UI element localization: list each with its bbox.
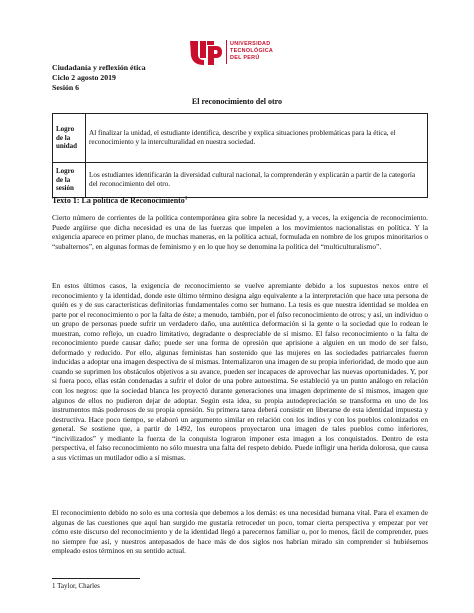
italic-term: falso: [276, 309, 292, 319]
utp-logo-icon: [188, 38, 224, 66]
section-heading: [52, 196, 187, 205]
footnote: 1 Taylor, Charles: [52, 582, 100, 590]
cycle-info: Ciclo 2 agosto 2019: [52, 73, 116, 82]
paragraph: El reconocimiento debido no solo es una cortesía que debemos a los demás: es una necesidad humana vital. Para el examen de algunas de las cuestiones que aquí han surgido me gustaría retroceder un poco, tomar cierta perspectiva y empezar por ver cómo este discurso del reconocimiento y de la identidad llegó a parecernos familiar o, por lo menos, fácil de comprender, pues no siempre fue así, y nuestros antepasados de hace más de dos siglos nos habrían mirado sin comprender si hubiésemos empleado estos términos en su sentido actual.: [52, 508, 428, 556]
session-info: Sesión 6: [52, 83, 80, 92]
learning-outcomes-table: [52, 113, 428, 198]
paragraph-text: reconocimiento de otros; y así, un individuo o un grupo de personas puede sufrir un verdadero daño, una auténtica deformación si la gente o la sociedad que lo rodean le muestran, como reflejo, un cuadro limitativo, degradante o despreciable de sí mismo. El falso reconocimiento o la falta de reconocimiento puede causar daño; puede ser una forma de opresión que aprisione a alguien en un modo de ser falso, deformado y reducido. Por ello, algunas feministas han sostenido que las mujeres en las sociedades patriarcales fueron inducidas a adoptar una imagen despectiva de sí mismas. Internalizaron una imagen de su propia inferioridad, de modo que aun cuando se suprimen los obstáculos objetivos a su avance, pueden ser incapaces de aprovechar las nuevas oportunidades. Y, por si fuera poco, ellas están condenadas a sufrir el dolor de una pobre autoestima. Se estableció ya un punto análogo en relación con los negros: que la sociedad blanca les proyectó durante generaciones una imagen deprimente de sí mismos, imagen que algunos de ellos no pudieron dejar de adoptar. Según esta idea, su propia autodepreciación se transforma en uno de los instrumentos más poderosos de su propia opresión. Su primera tarea deberá consistir en liberarse de esta identidad impuesta y destructiva. Hace poco tiempo, se elaboró un argumento similar en relación con los indios y con los pueblos colonizados en general. Se sostiene que, a partir de 1492, los europeos proyectaron una imagen de tales pueblos como inferiores, “incivilizados” y mediante la fuerza de la conquista lograron imponer esta imagen a los conquistados. Dentro de esta perspectiva, el falso reconocimiento no sólo muestra una falta del respeto debido. Puede infligir una herida dolorosa, que causa a sus víctimas un mutilador odio a sí mismas.: [52, 309, 428, 462]
table-row: [53, 163, 428, 198]
footnote-divider: [52, 578, 140, 579]
outcome-text: Al finalizar la unidad, el estudiante identifica, describe y explica situaciones problemáticas para la ética, el reconocimiento y la interculturalidad en nuestra sociedad.: [86, 114, 428, 163]
section-heading-text: Texto 1: La política de Reconocimiento: [52, 196, 185, 205]
logo-line-2: TECNOLÓGICA: [230, 48, 274, 54]
table-row: [53, 114, 428, 163]
university-name: [230, 41, 300, 62]
outcome-label: Logro de la sesión: [53, 163, 86, 198]
paragraph-text: En estos últimos casos, la exigencia de reconocimiento se vuelve apremiante debido a los supuestos nexos entre el reconocimiento y la identidad, donde este último término designa algo equivalente a la interpretación que hace una persona de quién es y de sus características definitorias fundamentales como ser humano. La tesis es que nuestra identidad se moldea en parte por el reconocimiento o por la falta de éste; a menudo, también, por el: [52, 281, 428, 319]
logo-line-3: DEL PERÚ: [230, 55, 260, 61]
outcome-text: Los estudiantes identificarán la diversidad cultural nacional, la comprenderán y explicarán a partir de la categoría del reconocimiento del otro.: [86, 163, 428, 198]
outcome-label: Logro de la unidad: [53, 114, 86, 163]
course-name: Ciudadanía y reflexión ética: [52, 63, 146, 72]
page-title: El reconocimiento del otro: [191, 97, 283, 106]
logo-divider: [226, 40, 227, 64]
utp-logo: [188, 38, 298, 66]
paragraph: [52, 281, 428, 462]
logo-line-1: UNIVERSIDAD: [230, 41, 271, 47]
paragraph: Cierto número de corrientes de la política contemporánea gira sobre la necesidad y, a veces, la exigencia de reconocimiento. Puede argüirse que dicha necesidad es una de las fuerzas que impelen a los movimientos nacionalistas en política. Y la exigencia aparece en primer plano, de muchas maneras, en la política actual, formulada en nombre de los grupos minoritarios o “subalternos”, en algunas formas de feminismo y en lo que hoy se denomina la política del “multiculturalismo”.: [52, 213, 428, 251]
footnote-marker: 1: [184, 196, 188, 202]
